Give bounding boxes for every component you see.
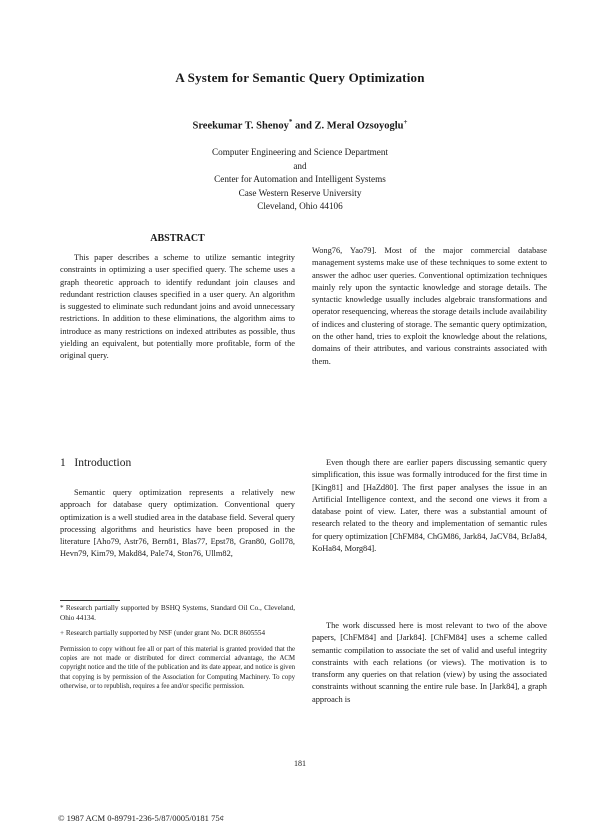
author-line <box>0 118 600 132</box>
affiliation-block <box>0 146 600 214</box>
abstract-text: This paper describes a scheme to utilize semantic integrity constraints in optimizing a user specified query. The scheme uses a graph theoretic approach to identify redundant join clauses and redundant restriction clauses specified in a user query. An algorithm is suggested to eliminate such redundant joins and avoid unnecessary restrictions. In addition to these eliminations, the algorithm aims to introduce as many restrictions on indexed attributes as possible, thus yielding an equivalent, but potentially more profitable, form of the original query. <box>60 253 295 361</box>
introduction-body <box>60 487 295 561</box>
right-text-3: The work discussed here is most relevant to two of the above papers, [ChFM84] and [Jark84]. [ChFM84] uses a scheme called semantic compilation to associate the set of valid and useful integrity constraints with each relations (or views). The motivation is to transform any queries on that relation (view) by using the associated constraints without scanning the entire rule base. In [Jark84], a graph approach is <box>312 621 547 704</box>
section-number: 1 <box>60 457 66 469</box>
right-paragraph-1 <box>312 245 547 368</box>
introduction-text: Semantic query optimization represents a relatively new approach for database query optimization. Conventional query optimization is a well studied area in the database field. Several query processing algorithms and heuristics have been proposed in the literature [Aho79, Astr76, Bern81, Blas77, Epst78, Gran80, Goll78, Hevn79, Kim79, Makd84, Pale74, Ston76, Ullm82, <box>60 488 295 559</box>
author-1-mark: * <box>288 118 293 126</box>
affiliation-and: and <box>293 160 307 171</box>
affiliation-university: Case Western Reserve University <box>238 187 362 198</box>
right-paragraph-3 <box>312 620 547 706</box>
paper-title: A System for Semantic Query Optimization <box>175 70 425 85</box>
permission-notice: Permission to copy without fee all or part of this material is granted provided that the copies are not made or distributed for direct commercial advantage, the ACM copyright notice and the title of the publication and its date appear, and notice is given that copying is by permission of the Association for Computing Machinery. To copy otherwise, or to republish, requires a fee and/or specific permission. <box>60 645 295 690</box>
introduction-heading <box>60 457 131 469</box>
section-title: Introduction <box>74 457 132 469</box>
author-2-mark: + <box>403 118 408 126</box>
abstract-heading: ABSTRACT <box>150 233 205 244</box>
author-2: Z. Meral Ozsoyoglu <box>314 120 404 132</box>
copyright-line <box>58 813 298 823</box>
right-paragraph-2 <box>312 457 547 555</box>
right-text-2: Even though there are earlier papers discussing semantic query simplification, this issue was formally introduced for the first time in [King81] and [HaZd80]. The first paper analyses the issue in an Artificial Intelligence context, and the second one views it from a database point of view. Later, there was a substantial amount of research related to the theory and implementation of semantic rules for query optimization [ChFM84, ChGM86, Jark84, JaCV84, BrJa84, KoHa84, Morg84]. <box>312 458 547 554</box>
affiliation-center: Center for Automation and Intelligent Systems <box>214 174 386 184</box>
footnote-star: * Research partially supported by BSHQ Systems, Standard Oil Co., Cleveland, Ohio 44134. <box>60 604 295 622</box>
affiliation-dept: Computer Engineering and Science Department <box>211 147 389 157</box>
author-joiner: and <box>292 120 315 132</box>
affiliation-city: Cleveland, Ohio 44106 <box>257 201 343 211</box>
footnote-rule <box>60 600 120 601</box>
page-number: 181 <box>294 759 306 768</box>
copyright-text: © 1987 ACM 0-89791-236-5/87/0005/0181 75¢ <box>58 813 224 823</box>
author-1: Sreekumar T. Shenoy <box>192 120 289 132</box>
footnote-plus: + Research partially supported by NSF (under grant No. DCR 8605554 <box>60 629 266 638</box>
right-text-1: Wong76, Yao79]. Most of the major commercial database management systems make use of these techniques to some extent to answer the adhoc user queries. Conventional optimization techniques mainly rely upon the syntactic knowledge and storage details. The syntactic knowledge usually includes algebraic transformations and operator resequencing, whereas the storage details include availability of indices and clustering of storage. The semantic query optimization, on the other hand, tries to exploit the knowledge about the relations, domains of their attributes, and various constraints associated with them. <box>312 246 547 366</box>
abstract-section <box>60 233 295 363</box>
footnotes <box>60 604 295 697</box>
